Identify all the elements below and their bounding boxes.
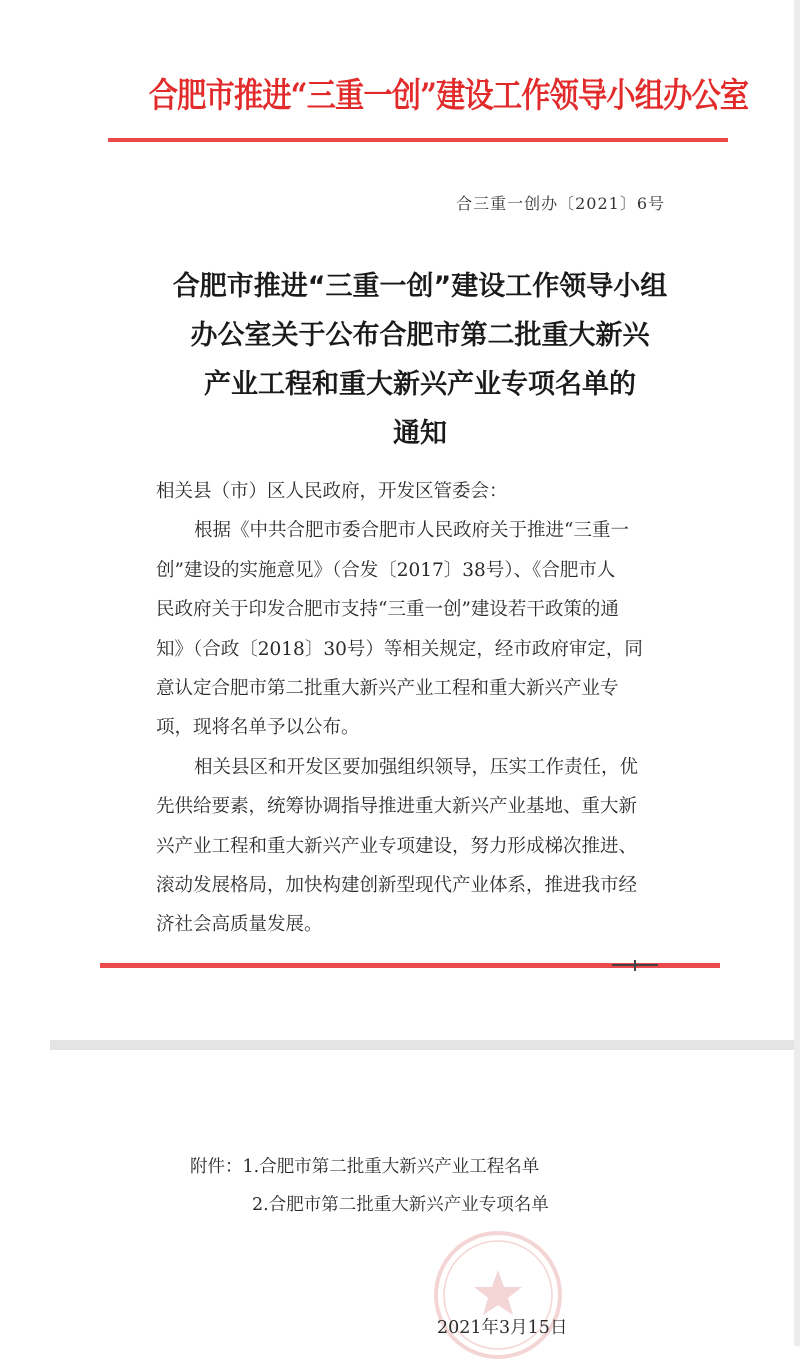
- issue-date: 2021年3月15日: [437, 1318, 568, 1338]
- attachments-label: 附件：: [190, 1157, 243, 1177]
- paragraph-1-line: 意认定合肥市第二批重大新兴产业工程和重大新兴产业专: [156, 677, 619, 699]
- document-number: 合三重一创办〔2021〕6号: [456, 194, 665, 213]
- title-line: 产业工程和重大新兴产业专项名单的: [204, 369, 636, 400]
- document-body: [156, 472, 681, 945]
- paragraph-2-line: 相关县区和开发区要加强组织领导，压实工作责任，优: [194, 756, 639, 778]
- paragraph-2-line: 先供给要素，统筹协调指导推进重大新兴产业基地、重大新: [156, 796, 638, 818]
- title-line: 合肥市推进“三重一创”建设工作领导小组: [172, 271, 668, 302]
- document-title: [140, 262, 700, 458]
- attachment-item-1: 附件：1.合肥市第二批重大新兴产业工程名单: [190, 1157, 540, 1177]
- viewer-edge: [794, 0, 800, 1346]
- attachment-item-2: 2.合肥市第二批重大新兴产业专项名单: [252, 1195, 549, 1215]
- title-line: 办公室关于公布合肥市第二批重大新兴: [190, 320, 650, 351]
- page-number-mark: [612, 960, 658, 971]
- salutation: 相关县（市）区人民政府，开发区管委会：: [156, 481, 508, 502]
- letterhead-red-divider: [108, 138, 728, 142]
- paragraph-1-line: 创”建设的实施意见》（合发〔2017〕38号）、《合肥市人: [156, 559, 616, 581]
- attachments-list: [190, 1148, 549, 1224]
- paragraph-1-line: 项，现将名单予以公布。: [156, 717, 360, 739]
- paragraph-2-line: 滚动发展格局，加快构建创新型现代产业体系，推进我市经: [156, 874, 638, 896]
- official-seal-stamp: [428, 1225, 568, 1365]
- letterhead-title: 合肥市推进“三重一创”建设工作领导小组办公室: [148, 76, 749, 116]
- page-gap: [50, 1040, 800, 1050]
- paragraph-1-line: 根据《中共合肥市委合肥市人民政府关于推进“三重一: [194, 520, 629, 542]
- title-line: 通知: [393, 418, 447, 449]
- paragraph-1-line: 知》（合政〔2018〕30号）等相关规定，经市政府审定，同: [156, 638, 643, 660]
- paragraph-2-line: 兴产业工程和重大新兴产业专项建设，努力形成梯次推进、: [156, 835, 638, 857]
- paragraph-1-line: 民政府关于印发合肥市支持“三重一创”建设若干政策的通: [156, 599, 619, 621]
- paragraph-2-line: 济社会高质量发展。: [156, 914, 323, 936]
